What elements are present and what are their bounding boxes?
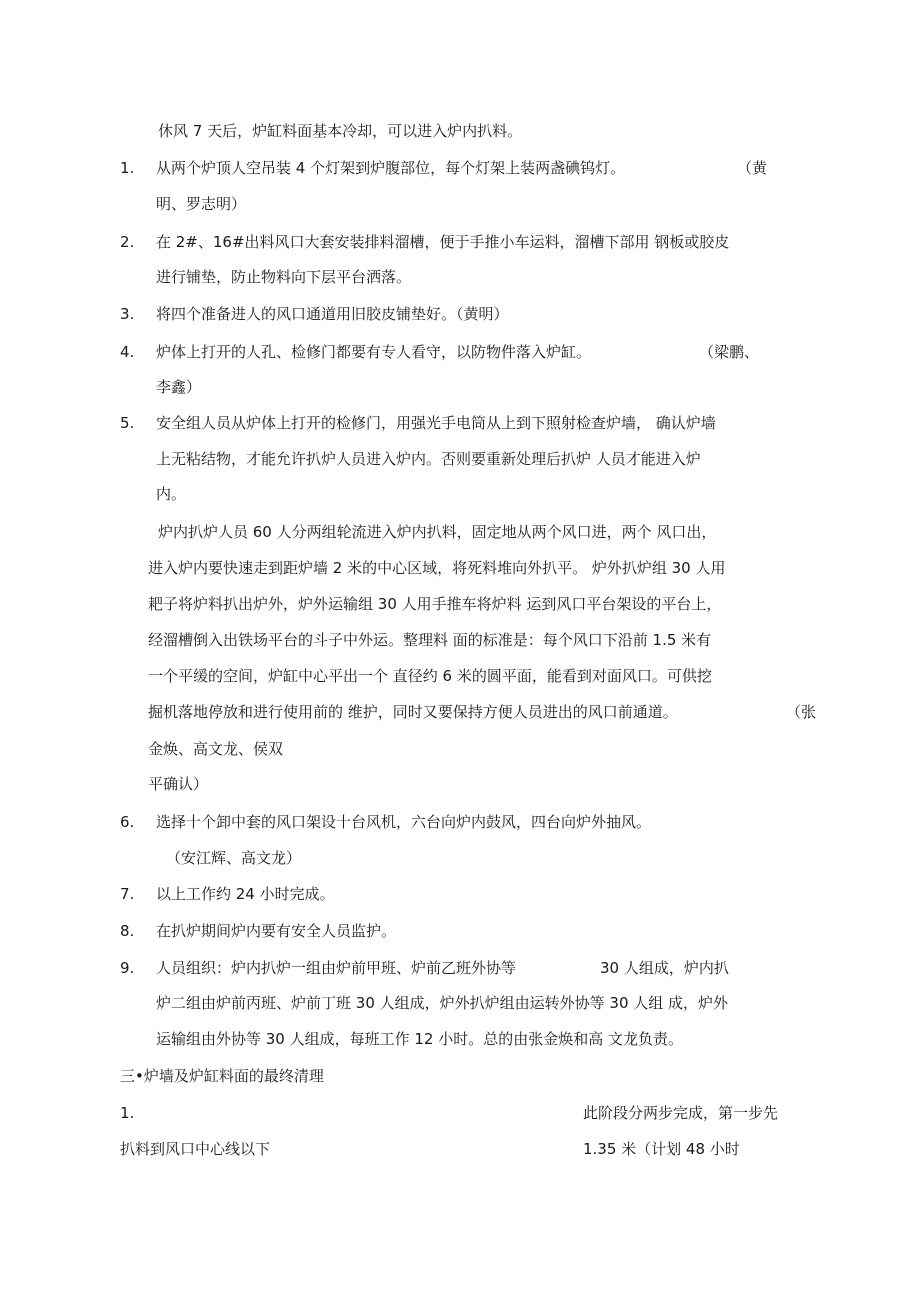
paragraph-line: 进入炉内要快速走到距炉墙 2 米的中心区域，将死料堆向外扒平。 炉外扒炉组 30 人用: [148, 559, 726, 577]
item-number: 6.: [120, 813, 135, 831]
item-text: 人员组织：炉内扒炉一组由炉前甲班、炉前乙班外协等: [156, 959, 517, 977]
item-text: 将四个准备进人的风口通道用旧胶皮铺垫好。（黄明）: [156, 305, 509, 323]
paragraph-line: 耙子将炉料扒出炉外，炉外运输组 30 人用手推车将炉料 运到风口平台架设的平台上，: [148, 595, 722, 613]
section-heading: 三•炉墙及炉缸料面的最终清理: [120, 1067, 324, 1085]
intro-text: 休风 7 天后，炉缸料面基本冷却，可以进入炉内扒料。: [158, 122, 523, 140]
item-text: 选择十个卸中套的风口架设十台风机，六台向炉内鼓风，四台向炉外抽风。: [156, 813, 652, 831]
item-text: 上无粘结物，才能允许扒炉人员进入炉内。否则要重新处理后扒炉 人员才能进入炉: [156, 450, 701, 468]
item-text-right: 1.35 米（计划 48 小时: [583, 1140, 740, 1158]
item-text-tail: （梁鹏、: [699, 343, 760, 361]
item-number: 3.: [120, 305, 135, 323]
item-number: 9.: [120, 959, 135, 977]
paragraph-line-tail: （张: [786, 703, 817, 721]
paragraph-line: 炉内扒炉人员 60 人分两组轮流进入炉内扒料，固定地从两个风口进，两个 风口出，: [158, 523, 717, 541]
item-text: 炉二组由炉前丙班、炉前丁班 30 人组成，炉外扒炉组由运转外协等 30 人组 成，炉外: [156, 994, 729, 1012]
paragraph-line: 经溜槽倒入出铁场平台的斗子中外运。整理料 面的标准是：每个风口下沿前 1.5 米有: [148, 631, 712, 649]
paragraph-line: 掘机落地停放和进行使用前的 维护，同时又要保持方便人员进出的风口前通道。: [148, 703, 678, 721]
item-text: 炉体上打开的人孔、检修门都要有专人看守，以防物件落入炉缸。: [156, 343, 592, 361]
paragraph-line: 金焕、高文龙、侯双: [148, 740, 284, 758]
item-number: 7.: [120, 885, 135, 903]
item-text: （安江辉、高文龙）: [166, 849, 302, 867]
item-text: 运输组由外协等 30 人组成，每班工作 12 小时。总的由张金焕和高 文龙负责。: [156, 1030, 684, 1048]
item-number: 8.: [120, 922, 135, 940]
item-text: 安全组人员从炉体上打开的检修门，用强光手电筒从上到下照射检查炉墙， 确认炉墙: [156, 414, 716, 432]
paragraph-line: 一个平缓的空间，炉缸中心平出一个 直径约 6 米的圆平面，能看到对面风口。可供挖: [148, 667, 712, 685]
item-text: 在 2#、16#出料风口大套安装排料溜槽，便于手推小车运料，溜槽下部用 钢板或胶皮: [156, 233, 730, 251]
item-text-left: 扒料到风口中心线以下: [120, 1140, 271, 1158]
item-number: 2.: [120, 233, 135, 251]
item-number: 1.: [120, 1104, 135, 1122]
item-text: 李鑫）: [156, 378, 202, 396]
item-text: 进行铺垫，防止物料向下层平台洒落。: [156, 268, 412, 286]
item-number: 1.: [120, 159, 135, 177]
item-text: 内。: [156, 485, 187, 503]
paragraph-line: 平确认）: [148, 775, 209, 793]
item-text-right: 此阶段分两步完成，第一步先: [583, 1104, 779, 1122]
item-text-tail: 30 人组成，炉内扒: [600, 959, 729, 977]
item-number: 5.: [120, 414, 135, 432]
item-text: 明、罗志明）: [156, 195, 247, 213]
item-text: 以上工作约 24 小时完成。: [156, 885, 335, 903]
item-number: 4.: [120, 343, 135, 361]
item-text: 从两个炉顶人空吊装 4 个灯架到炉腹部位，每个灯架上装两盏碘钨灯。: [156, 159, 626, 177]
item-text-tail: （黄: [737, 159, 768, 177]
item-text: 在扒炉期间炉内要有安全人员监护。: [156, 922, 397, 940]
